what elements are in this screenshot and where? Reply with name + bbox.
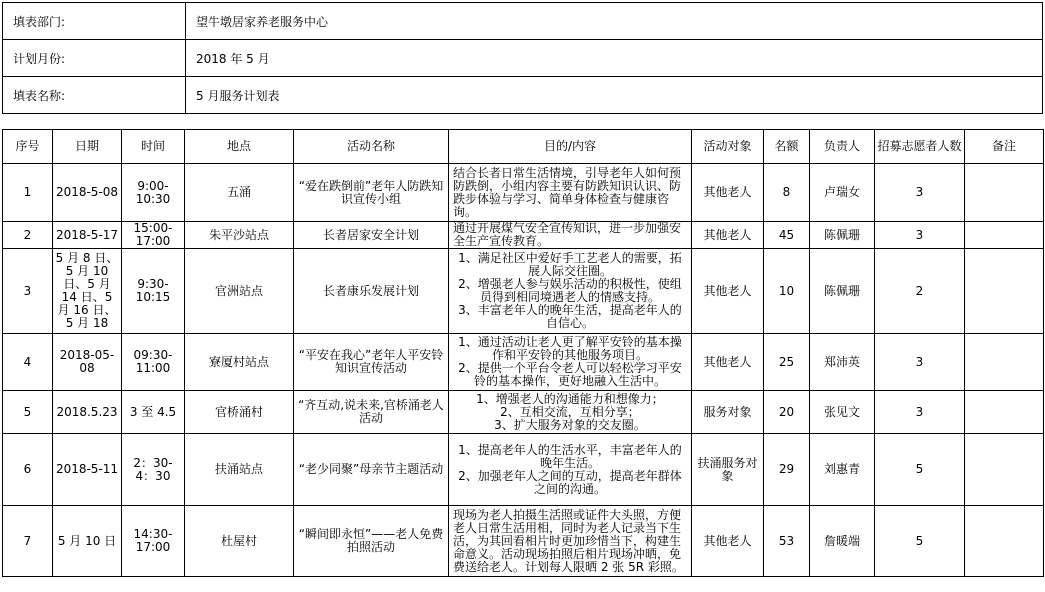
cell-quota: 8: [764, 164, 810, 222]
cell-time: 3 至 4.5: [122, 391, 185, 434]
cell-activity: “爱在跌倒前”老年人防跌知识宣传小组: [294, 164, 449, 222]
cell-no: 1: [3, 164, 53, 222]
cell-place: 杜屋村: [185, 506, 294, 577]
cell-time: 2：30-4：30: [122, 434, 185, 506]
cell-activity: “平安在我心”老年人平安铃知识宣传活动: [294, 334, 449, 391]
table-row: [3, 249, 1044, 334]
table-row: [3, 164, 1044, 222]
cell-time: 9:30-10:15: [122, 249, 185, 334]
cell-note: [965, 164, 1044, 222]
cell-activity: “齐互动,说未来,官桥涌老人活动: [294, 391, 449, 434]
cell-leader: 詹暖端: [810, 506, 875, 577]
cell-date: 2018-5-17: [53, 222, 122, 249]
col-quota: 名额: [764, 130, 810, 164]
cell-note: [965, 506, 1044, 577]
name-value: 5 月服务计划表: [186, 77, 1043, 114]
col-date: 日期: [53, 130, 122, 164]
cell-quota: 10: [764, 249, 810, 334]
cell-date: 2018-5-08: [53, 164, 122, 222]
cell-goal: 现场为老人拍摄生活照或证件大头照，方便老人日常生活用相，同时为老人记录当下生活，为其回看相片时更加珍惜当下，构建生命意义。活动现场拍照后相片现场冲晒，免费送给老人。计划每人限晒 2 张 5R 彩照。: [449, 506, 692, 577]
cell-no: 7: [3, 506, 53, 577]
cell-goal: 1、提高老年人的生活水平，丰富老年人的晚年生活。 2、加强老年人之间的互动，提高老年群体之间的沟通。: [449, 434, 692, 506]
cell-goal: 结合长者日常生活情境，引导老年人如何预防跌倒，小组内容主要有防跌知识认识、防跌步体验与学习、简单身体检查与健康咨询。: [449, 164, 692, 222]
cell-target: 其他老人: [692, 222, 764, 249]
cell-note: [965, 249, 1044, 334]
plan-table: [2, 129, 1044, 577]
cell-no: 5: [3, 391, 53, 434]
cell-place: 朱平沙站点: [185, 222, 294, 249]
cell-leader: 陈佩珊: [810, 222, 875, 249]
cell-no: 3: [3, 249, 53, 334]
cell-activity: 长者居家安全计划: [294, 222, 449, 249]
cell-target: 扶涌服务对象: [692, 434, 764, 506]
cell-quota: 45: [764, 222, 810, 249]
col-goal: 目的/内容: [449, 130, 692, 164]
table-row: [3, 391, 1044, 434]
cell-volunteers: 3: [875, 164, 965, 222]
month-value: 2018 年 5 月: [186, 40, 1043, 77]
cell-target: 其他老人: [692, 506, 764, 577]
cell-date: 5 月 8 日、5 月 10 日、5 月 14 日、5 月 16 日、5 月 18: [53, 249, 122, 334]
cell-no: 6: [3, 434, 53, 506]
cell-activity: 长者康乐发展计划: [294, 249, 449, 334]
cell-leader: 郑沛英: [810, 334, 875, 391]
cell-volunteers: 5: [875, 506, 965, 577]
cell-no: 4: [3, 334, 53, 391]
cell-note: [965, 434, 1044, 506]
cell-target: 其他老人: [692, 164, 764, 222]
name-label: 填表名称:: [3, 77, 186, 114]
cell-time: 09:30-11:00: [122, 334, 185, 391]
cell-goal: 1、通过活动让老人更了解平安铃的基本操作和平安铃的其他服务项目。 2、提供一个平台令老人可以轻松学习平安铃的基本操作，更好地融入生活中。: [449, 334, 692, 391]
table-row: [3, 434, 1044, 506]
cell-no: 2: [3, 222, 53, 249]
cell-place: 官洲站点: [185, 249, 294, 334]
cell-place: 寮厦村站点: [185, 334, 294, 391]
cell-time: 9:00-10:30: [122, 164, 185, 222]
col-leader: 负责人: [810, 130, 875, 164]
cell-volunteers: 3: [875, 334, 965, 391]
table-row: [3, 506, 1044, 577]
cell-goal: 1、增强老人的沟通能力和想像力； 2、互相交流，互相分享； 3、扩大服务对象的交友圈。: [449, 391, 692, 434]
col-place: 地点: [185, 130, 294, 164]
cell-date: 2018-05-08: [53, 334, 122, 391]
col-volunteers: 招募志愿者人数: [875, 130, 965, 164]
cell-target: 其他老人: [692, 249, 764, 334]
col-time: 时间: [122, 130, 185, 164]
cell-target: 服务对象: [692, 391, 764, 434]
table-row: [3, 222, 1044, 249]
column-header-row: [3, 130, 1044, 164]
cell-leader: 卢瑞女: [810, 164, 875, 222]
cell-volunteers: 5: [875, 434, 965, 506]
cell-time: 14:30-17:00: [122, 506, 185, 577]
cell-activity: “老少同聚”母亲节主题活动: [294, 434, 449, 506]
cell-quota: 53: [764, 506, 810, 577]
cell-volunteers: 2: [875, 249, 965, 334]
col-target: 活动对象: [692, 130, 764, 164]
cell-date: 5 月 10 日: [53, 506, 122, 577]
cell-leader: 张见文: [810, 391, 875, 434]
dept-value: 望牛墩居家养老服务中心: [186, 3, 1043, 40]
cell-time: 15:00-17:00: [122, 222, 185, 249]
cell-place: 官桥涌村: [185, 391, 294, 434]
col-activity: 活动名称: [294, 130, 449, 164]
header-row-month: [3, 40, 1043, 77]
cell-target: 其他老人: [692, 334, 764, 391]
cell-place: 五涌: [185, 164, 294, 222]
cell-volunteers: 3: [875, 222, 965, 249]
cell-date: 2018-5-11: [53, 434, 122, 506]
table-row: [3, 334, 1044, 391]
cell-note: [965, 391, 1044, 434]
cell-place: 扶涌站点: [185, 434, 294, 506]
cell-activity: “瞬间即永恒”——老人免费拍照活动: [294, 506, 449, 577]
cell-volunteers: 3: [875, 391, 965, 434]
cell-leader: 陈佩珊: [810, 249, 875, 334]
col-note: 备注: [965, 130, 1044, 164]
header-table: [2, 2, 1043, 114]
cell-quota: 20: [764, 391, 810, 434]
header-row-dept: [3, 3, 1043, 40]
dept-label: 填表部门:: [3, 3, 186, 40]
cell-goal: 1、满足社区中爱好手工艺老人的需要，拓展人际交往圈。 2、增强老人参与娱乐活动的积极性，使组员得到相同境遇老人的情感支持。 3、丰富老年人的晚年生活，提高老年人的自信心。: [449, 249, 692, 334]
cell-leader: 刘惠青: [810, 434, 875, 506]
header-row-name: [3, 77, 1043, 114]
cell-quota: 25: [764, 334, 810, 391]
cell-note: [965, 334, 1044, 391]
cell-note: [965, 222, 1044, 249]
col-no: 序号: [3, 130, 53, 164]
month-label: 计划月份:: [3, 40, 186, 77]
cell-goal: 通过开展煤气安全宣传知识，进一步加强安全生产宣传教育。: [449, 222, 692, 249]
cell-quota: 29: [764, 434, 810, 506]
cell-date: 2018.5.23: [53, 391, 122, 434]
